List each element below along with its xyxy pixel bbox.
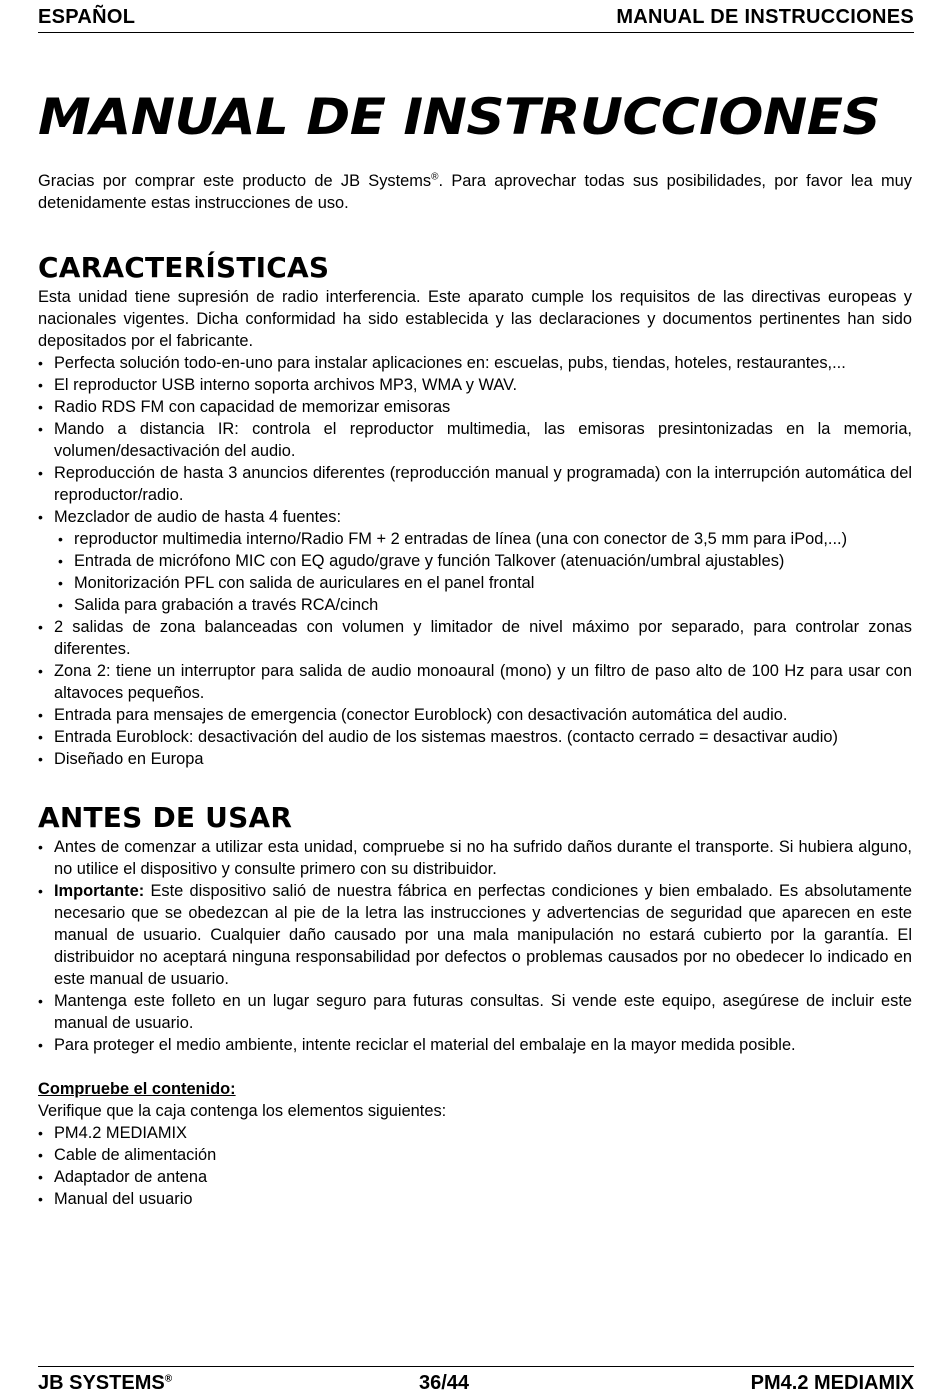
features-list bbox=[38, 352, 912, 528]
list-item: • Perfecta solución todo-en-uno para instalar aplicaciones en: escuelas, pubs, tiendas, hoteles, restaurantes,... bbox=[38, 352, 912, 374]
list-item: • Entrada para mensajes de emergencia (conector Euroblock) con desactivación automática del audio. bbox=[38, 704, 912, 726]
intro-paragraph bbox=[38, 170, 912, 214]
footer-model: PM4.2 MEDIAMIX bbox=[750, 1372, 914, 1394]
contents-heading: Compruebe el contenido: bbox=[38, 1080, 236, 1098]
sub-list-item: • Salida para grabación a través RCA/cinch bbox=[58, 594, 912, 616]
footer-brand bbox=[38, 1372, 172, 1395]
registered-mark: ® bbox=[431, 171, 439, 183]
list-item: • Adaptador de antena bbox=[38, 1166, 912, 1188]
list-item: • Entrada Euroblock: desactivación del audio de los sistemas maestros. (contacto cerrado = desactivar audio) bbox=[38, 726, 912, 748]
list-item: • Cable de alimentación bbox=[38, 1144, 912, 1166]
before-use-section bbox=[38, 800, 912, 1056]
header-language: ESPAÑOL bbox=[38, 6, 136, 28]
important-label: Importante: bbox=[54, 882, 145, 900]
list-item: • Mantenga este folleto en un lugar seguro para futuras consultas. Si vende este equipo, asegúrese de incluir este manual de usuario. bbox=[38, 990, 912, 1034]
features-list-continued bbox=[38, 616, 912, 770]
list-item: • Antes de comenzar a utilizar esta unidad, compruebe si no ha sufrido daños durante el transporte. Si hubiera alguno, no utilice el dispositivo y consulte primero con su distribuidor. bbox=[38, 836, 912, 880]
before-use-heading: ANTES DE USAR bbox=[38, 801, 293, 834]
list-item: • El reproductor USB interno soporta archivos MP3, WMA y WAV. bbox=[38, 374, 912, 396]
list-item: • PM4.2 MEDIAMIX bbox=[38, 1122, 912, 1144]
features-paragraph: Esta unidad tiene supresión de radio interferencia. Este aparato cumple los requisitos de las directivas europeas y nacionales vigentes. Dicha conformidad ha sido establecida y las declaraciones y documentos pertinentes han sido depositados por el fabricante. bbox=[38, 288, 912, 350]
list-item bbox=[38, 880, 912, 990]
list-item: • 2 salidas de zona balanceadas con volumen y limitador de nivel máximo por separado, para controlar zonas diferentes. bbox=[38, 616, 912, 660]
document-body bbox=[38, 170, 912, 1210]
features-heading: CARACTERÍSTICAS bbox=[38, 251, 330, 284]
list-item: • Reproducción de hasta 3 anuncios diferentes (reproducción manual y programada) con la interrupción automática del reproductor/radio. bbox=[38, 462, 912, 506]
footer-registered-mark: ® bbox=[164, 1373, 173, 1385]
sub-list-item: • Monitorización PFL con salida de auriculares en el panel frontal bbox=[58, 572, 912, 594]
footer-brand-text: JB SYSTEMS bbox=[38, 1372, 165, 1394]
list-item: • Diseñado en Europa bbox=[38, 748, 912, 770]
important-text: Este dispositivo salió de nuestra fábrica en perfectas condiciones y bien embalado. Es absolutamente necesario que se obedezcan al pie de la letra las instrucciones y advertencias de seguridad que aparecen en este manual de usuario. Cualquier daño causado por una mala manipulación no estará cubierto por la garantía. El distribuidor no aceptará ninguna responsabilidad por defectos o problemas causados por no obedecer lo indicado en este manual de usuario. bbox=[54, 882, 912, 988]
before-use-list bbox=[38, 836, 912, 1056]
mixer-sources-list bbox=[22, 528, 912, 616]
list-item: • Manual del usuario bbox=[38, 1188, 912, 1210]
sub-list-item: • reproductor multimedia interno/Radio FM + 2 entradas de línea (una con conector de 3,5 mm para iPod,...) bbox=[58, 528, 912, 550]
sub-list-item: • Entrada de micrófono MIC con EQ agudo/grave y función Talkover (atenuación/umbral ajustables) bbox=[58, 550, 912, 572]
list-item: • Para proteger el medio ambiente, intente reciclar el material del embalaje en la mayor medida posible. bbox=[38, 1034, 912, 1056]
page-footer bbox=[38, 1366, 914, 1395]
features-section bbox=[38, 250, 912, 770]
contents-section bbox=[38, 1078, 912, 1210]
page-title: MANUAL DE INSTRUCCIONES bbox=[38, 88, 881, 146]
list-item: • Mezclador de audio de hasta 4 fuentes: bbox=[38, 506, 912, 528]
page-header bbox=[38, 4, 914, 33]
contents-list bbox=[38, 1122, 912, 1210]
contents-intro: Verifique que la caja contenga los elementos siguientes: bbox=[38, 1102, 447, 1120]
intro-text-rest: . Para aprovechar todas sus posibilidades, por favor lea muy detenidamente estas instrucciones de uso. bbox=[38, 172, 912, 212]
list-item: • Zona 2: tiene un interruptor para salida de audio monoaural (mono) y un filtro de paso alto de 100 Hz para usar con altavoces pequeños. bbox=[38, 660, 912, 704]
page-number: 36/44 bbox=[419, 1372, 470, 1394]
list-item: • Radio RDS FM con capacidad de memorizar emisoras bbox=[38, 396, 912, 418]
intro-text: Gracias por comprar este producto de JB Systems bbox=[38, 172, 432, 190]
header-manual-title: MANUAL DE INSTRUCCIONES bbox=[616, 6, 914, 28]
list-item: • Mando a distancia IR: controla el reproductor multimedia, las emisoras presintonizadas en la memoria, volumen/desactivación del audio. bbox=[38, 418, 912, 462]
